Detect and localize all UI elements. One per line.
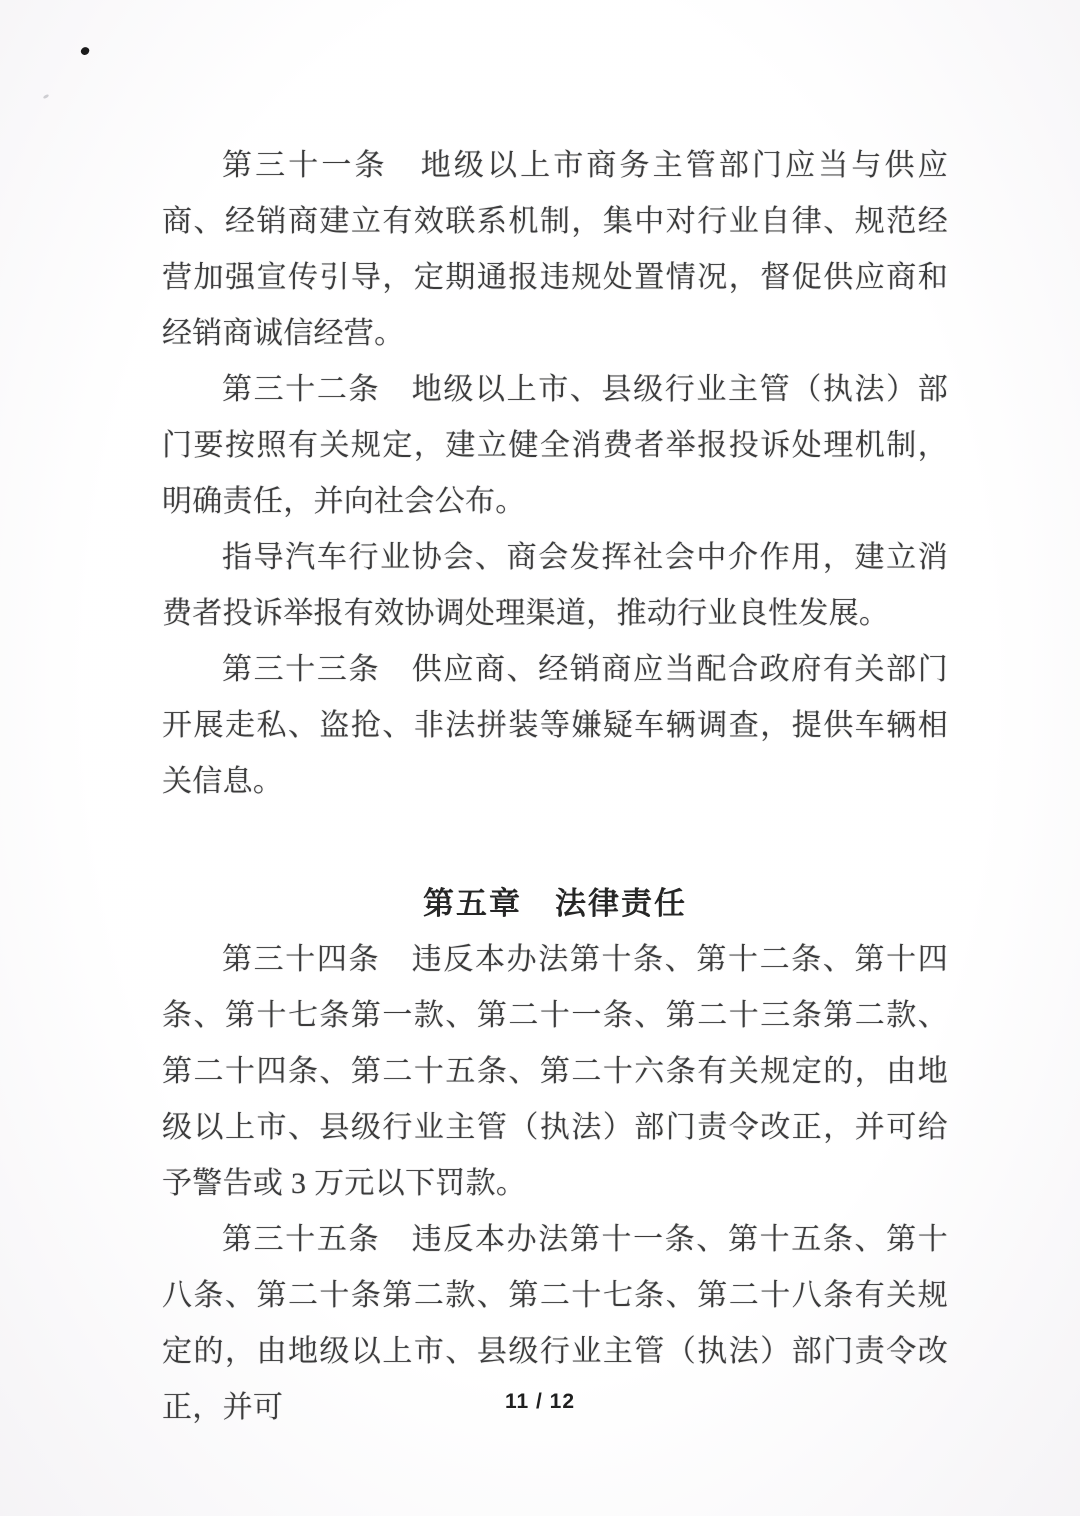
- page-number: 11 / 12: [504, 1390, 576, 1413]
- paragraph: 第三十五条 违反本办法第十一条、第十五条、第十八条、第二十条第二款、第二十七条、第二十八条有关规定的，由地级以上市、县级行业主管（执法）部门责令改正，并可: [162, 1223, 948, 1424]
- paragraph: 第三十二条 地级以上市、县级行业主管（执法）部门要按照有关规定，建立健全消费者举报投诉处理机制，明确责任，并向社会公布。: [162, 373, 948, 518]
- ink-speck-faint: [43, 94, 50, 100]
- ink-speck: [80, 46, 90, 56]
- page-body: [162, 138, 948, 1436]
- paragraph: 第三十四条 违反本办法第十条、第十二条、第十四条、第十七条第一款、第二十一条、第二十三条第二款、第二十四条、第二十五条、第二十六条有关规定的，由地级以上市、县级行业主管（执法）部门责令改正，并可给予警告或 3 万元以下罚款。: [162, 943, 948, 1200]
- paragraph: 指导汽车行业协会、商会发挥社会中介作用，建立消费者投诉举报有效协调处理渠道，推动行业良性发展。: [162, 541, 948, 630]
- paragraph: 第三十三条 供应商、经销商应当配合政府有关部门开展走私、盗抢、非法拼装等嫌疑车辆调查，提供车辆相关信息。: [162, 653, 948, 798]
- chapter-heading: 第五章 法律责任: [423, 886, 687, 921]
- paragraph: 第三十一条 地级以上市商务主管部门应当与供应商、经销商建立有效联系机制，集中对行业自律、规范经营加强宣传引导，定期通报违规处置情况，督促供应商和经销商诚信经营。: [162, 149, 948, 350]
